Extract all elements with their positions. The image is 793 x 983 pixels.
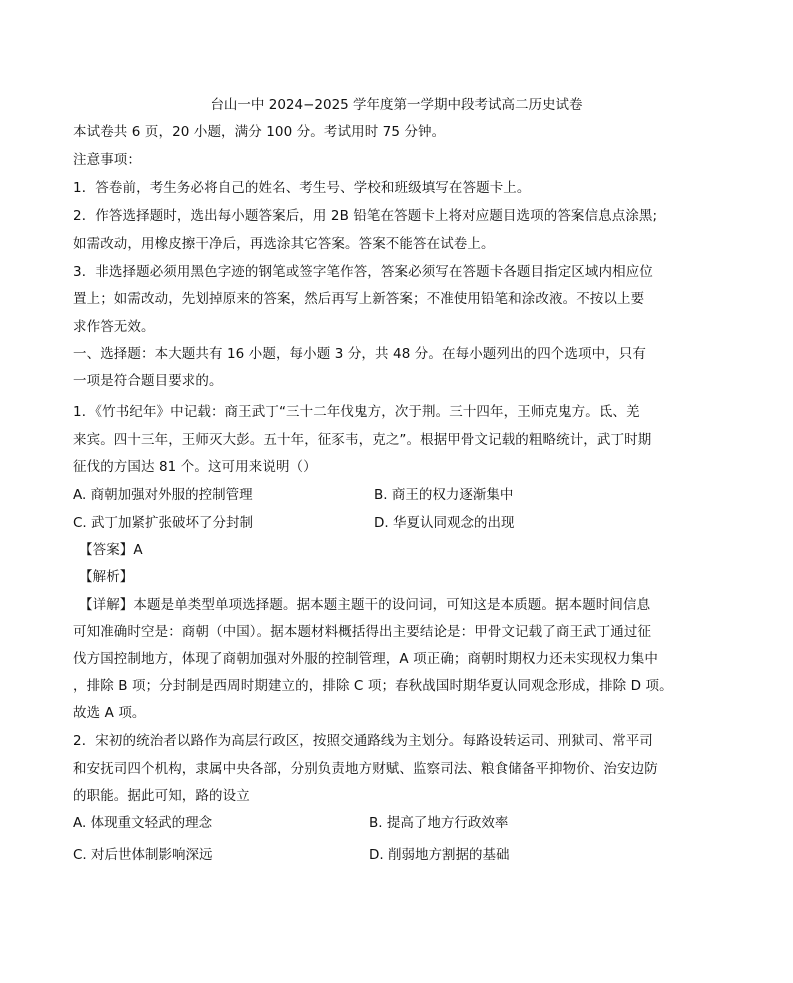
exam-title: 台山一中 2024−2025 学年度第一学期中段考试高二历史试卷 (210, 97, 583, 113)
question-2-stem: 2．宋初的统治者以路作为高层行政区，按照交通路线为主划分。每路设转运司、刑狱司、常平司 (73, 733, 653, 749)
question-1-option-d: D. 华夏认同观念的出现 (374, 515, 515, 531)
intro-line: 本试卷共 6 页，20 小题，满分 100 分。考试用时 75 分钟。 (73, 124, 446, 140)
question-2-option-b: B. 提高了地方行政效率 (369, 815, 509, 831)
question-1-detail-5: 故选 A 项。 (73, 705, 146, 721)
section-heading: 一、选择题：本大题共有 16 小题，每小题 3 分，共 48 分。在每小题列出的四个选项中，只有 (73, 346, 646, 362)
question-1-option-c: C. 武丁加紧扩张破坏了分封制 (73, 515, 254, 531)
notice-item-2: 2．作答选择题时，选出每小题答案后，用 2B 铅笔在答题卡上将对应题目选项的答案信息点涂黑; (73, 208, 658, 224)
question-1-detail: 【详解】本题是单类型单项选择题。据本题主题干的设问词，可知这是本质题。据本题时间信息 (79, 597, 651, 613)
notice-item-1: 1．答卷前，考生务必将自己的姓名、考生号、学校和班级填写在答题卡上。 (73, 180, 531, 196)
notice-item-2-cont: 如需改动，用橡皮擦干净后，再选涂其它答案。答案不能答在试卷上。 (73, 236, 495, 252)
question-1-answer: 【答案】A (79, 542, 143, 558)
question-1-analysis-label: 【解析】 (79, 569, 134, 585)
notice-item-3-cont: 置上；如需改动，先划掉原来的答案，然后再写上新答案；不准使用铅笔和涂改液。不按以上要 (73, 291, 645, 307)
section-heading-cont: 一项是符合题目要求的。 (73, 373, 223, 389)
question-1-detail-4: ，排除 B 项；分封制是西周时期建立的，排除 C 项；春秋战国时期华夏认同观念形成，排除 D 项。 (73, 678, 673, 694)
question-1-detail-2: 可知准确时空是：商朝（中国）。据本题材料概括得出主要结论是：甲骨文记载了商王武丁通过征 (73, 624, 652, 640)
question-2-option-c: C. 对后世体制影响深远 (73, 847, 213, 863)
question-1-stem-2: 来宾。四十三年，王师灭大彭。五十年，征豕韦，克之”。根据甲骨文记载的粗略统计，武丁时期 (73, 432, 652, 448)
question-2-stem-2: 和安抚司四个机构，隶属中央各部，分别负责地方财赋、监察司法、粮食储备平抑物价、治安边防 (73, 761, 658, 777)
question-1-detail-3: 伐方国控制地方，体现了商朝加强对外服的控制管理，A 项正确；商朝时期权力还未实现权力集中 (73, 651, 658, 667)
question-2-option-d: D. 削弱地方割据的基础 (369, 847, 510, 863)
question-1-stem: 1．《竹书纪年》中记载：商王武丁“三十二年伐鬼方，次于荆。三十四年，王师克鬼方。氐、羌 (73, 404, 640, 420)
question-1-stem-3: 征伐的方国达 81 个。这可用来说明（） (73, 459, 317, 475)
notice-item-3-end: 求作答无效。 (73, 319, 155, 335)
notice-item-3: 3．非选择题必须用黑色字迹的钢笔或签字笔作答，答案必须写在答题卡各题目指定区域内相应位 (73, 264, 653, 280)
question-1-option-b: B. 商王的权力逐渐集中 (374, 487, 514, 503)
question-2-stem-3: 的职能。据此可知，路的设立 (73, 788, 250, 804)
question-2-option-a: A. 体现重文轻武的理念 (73, 815, 213, 831)
question-1-option-a: A. 商朝加强对外服的控制管理 (73, 487, 253, 503)
notice-label: 注意事项： (73, 152, 141, 168)
